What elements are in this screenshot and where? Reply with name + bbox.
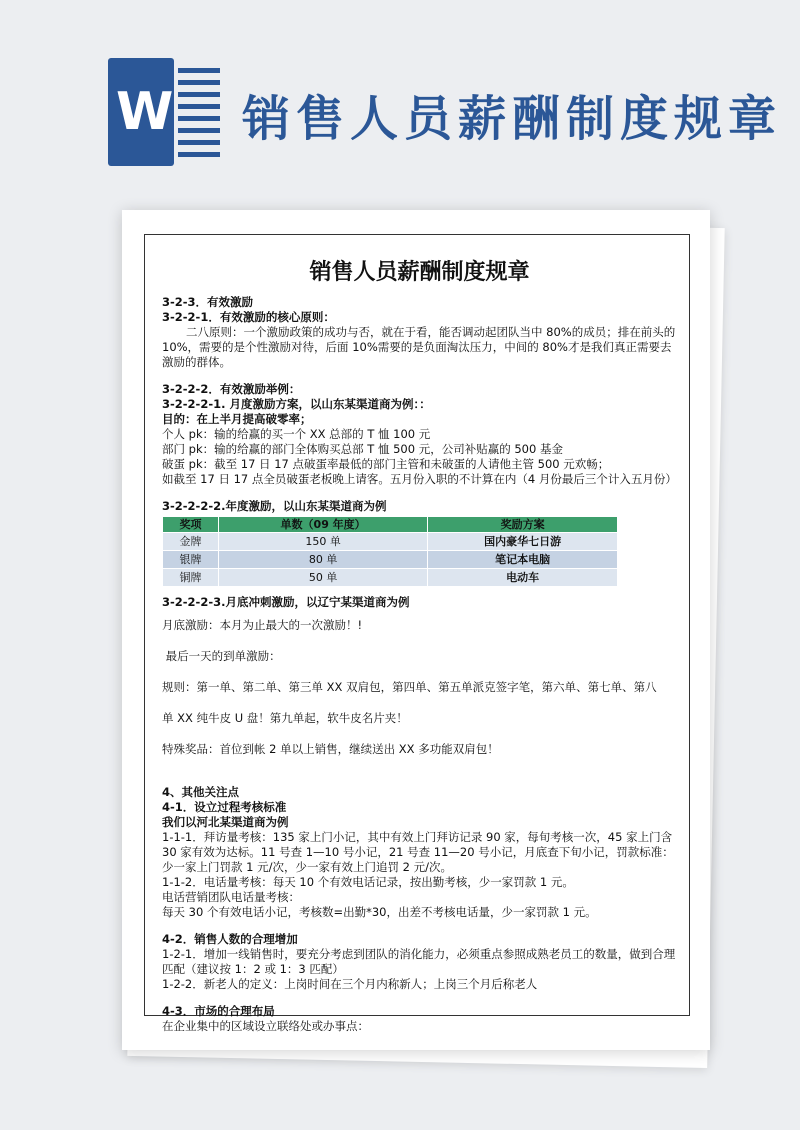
paragraph: 月底激励：本月为止最大的一次激励！! [162, 618, 363, 632]
paragraph: 个人 pk：输的给赢的买一个 XX 总部的 T 恤 100 元 [162, 427, 431, 441]
document-title: 销售人员薪酬制度规章 [309, 260, 530, 285]
section-heading: 目的：在上半月提高破零率； [162, 412, 312, 426]
table-cell: 金牌 [163, 533, 219, 551]
paragraph: 特殊奖品：首位到帐 2 单以上销售，继续送出 XX 多功能双肩包！ [162, 742, 499, 756]
table-row [163, 533, 618, 551]
paragraph: 如截至 17 日 17 点全员破蛋老板晚上请客。五月份入职的不计算在内（4 月份最后三个计入五月份） [162, 472, 677, 486]
section-heading: 4-1．设立过程考核标准 [162, 800, 287, 814]
table-cell: 80 单 [218, 551, 427, 569]
document-content [162, 235, 677, 1034]
award-table [162, 516, 618, 587]
paragraph: 电话营销团队电话量考核： [162, 890, 300, 904]
table-cell: 笔记本电脑 [428, 551, 618, 569]
paragraph: 1-2-1．增加一线销售时，要充分考虑到团队的消化能力，必须重点参照成熟老员工的数量，做到合理匹配（建议按 1：2 或 1：3 匹配） [162, 947, 676, 976]
section-heading: 4-3．市场的合理布局 [162, 1004, 275, 1018]
paragraph: 1-1-2．电话量考核：每天 10 个有效电话记录，按出勤考核，少一家罚款 1 元。 [162, 875, 574, 889]
section-heading: 3-2-2-2-1. 月度激励方案，以山东某渠道商为例：： [162, 397, 431, 411]
table-row [163, 569, 618, 587]
paragraph: 最后一天的到单激励： [162, 649, 281, 663]
section-heading: 3-2-2-1．有效激励的核心原则： [162, 310, 335, 324]
paragraph: 每天 30 个有效电话小记，考核数=出勤*30，出差不考核电话量，少一家罚款 1 元。 [162, 905, 597, 919]
document-page [122, 210, 710, 1050]
paragraph: 部门 pk：输的给赢的部门全体购买总部 T 恤 500 元，公司补贴赢的 500 基金 [162, 442, 563, 456]
paragraph: 二八原则：一个激励政策的成功与否，就在于看，能否调动起团队当中 80%的成员；排在前头的 10%，需要的是个性激励对待，后面 10%需要的是负面淘汰压力，中间的 80%才是我们真正需要去激励的群体。 [162, 325, 676, 369]
section-heading: 3-2-2-2．有效激励举例： [162, 382, 301, 396]
table-row [163, 551, 618, 569]
table-cell: 150 单 [218, 533, 427, 551]
document-frame [144, 234, 690, 1033]
section-heading: 3-2-2-2-2.年度激励，以山东某渠道商为例 [162, 499, 387, 513]
word-icon-badge [108, 58, 174, 166]
paragraph: 1-2-2．新老人的定义：上岗时间在三个月内称新人；上岗三个月后称老人 [162, 977, 538, 991]
paragraph: 破蛋 pk：截至 17 日 17 点破蛋率最低的部门主管和未破蛋的人请他主管 500 元欢畅； [162, 457, 610, 471]
table-cell: 银牌 [163, 551, 219, 569]
section-heading: 4、其他关注点 [162, 785, 240, 799]
header-title: 销售人员薪酬制度规章 [242, 91, 783, 147]
paragraph: 在企业集中的区域设立联络处或办事点： [162, 1019, 369, 1033]
section-heading: 我们以河北某渠道商为例 [162, 815, 289, 829]
table-header: 单数（09 年度） [218, 517, 427, 533]
section-heading: 4-2．销售人数的合理增加 [162, 932, 298, 946]
paragraph: 规则：第一单、第二单、第三单 XX 双肩包，第四单、第五单派克签字笔，第六单、第七单、第八 [162, 680, 657, 694]
section-heading: 3-2-3．有效激励 [162, 295, 254, 309]
paragraph: 1-1-1．拜访量考核：135 家上门小记，其中有效上门拜访记录 90 家，每旬考核一次，45 家上门含 30 家有效为达标。11 号查 1—10 号小记，21 号查 11—20 号小记，月底查下旬小记，罚款标准：少一家上门罚款 1 元/次，少一家有效上门追罚 2 元/次。 [162, 830, 674, 874]
table-cell: 电动车 [428, 569, 618, 587]
table-header: 奖项 [163, 517, 219, 533]
paragraph: 单 XX 纯牛皮 U 盘！第九单起，软牛皮名片夹！ [162, 711, 408, 725]
table-cell: 国内豪华七日游 [428, 533, 618, 551]
table-header-row [163, 517, 618, 533]
word-icon-letter: W [116, 82, 174, 142]
word-icon-lines [178, 68, 220, 164]
table-cell: 铜牌 [163, 569, 219, 587]
table-cell: 50 单 [218, 569, 427, 587]
word-icon [108, 58, 220, 166]
table-header: 奖励方案 [428, 517, 618, 533]
section-heading: 3-2-2-2-3.月底冲刺激励，以辽宁某渠道商为例 [162, 595, 410, 609]
